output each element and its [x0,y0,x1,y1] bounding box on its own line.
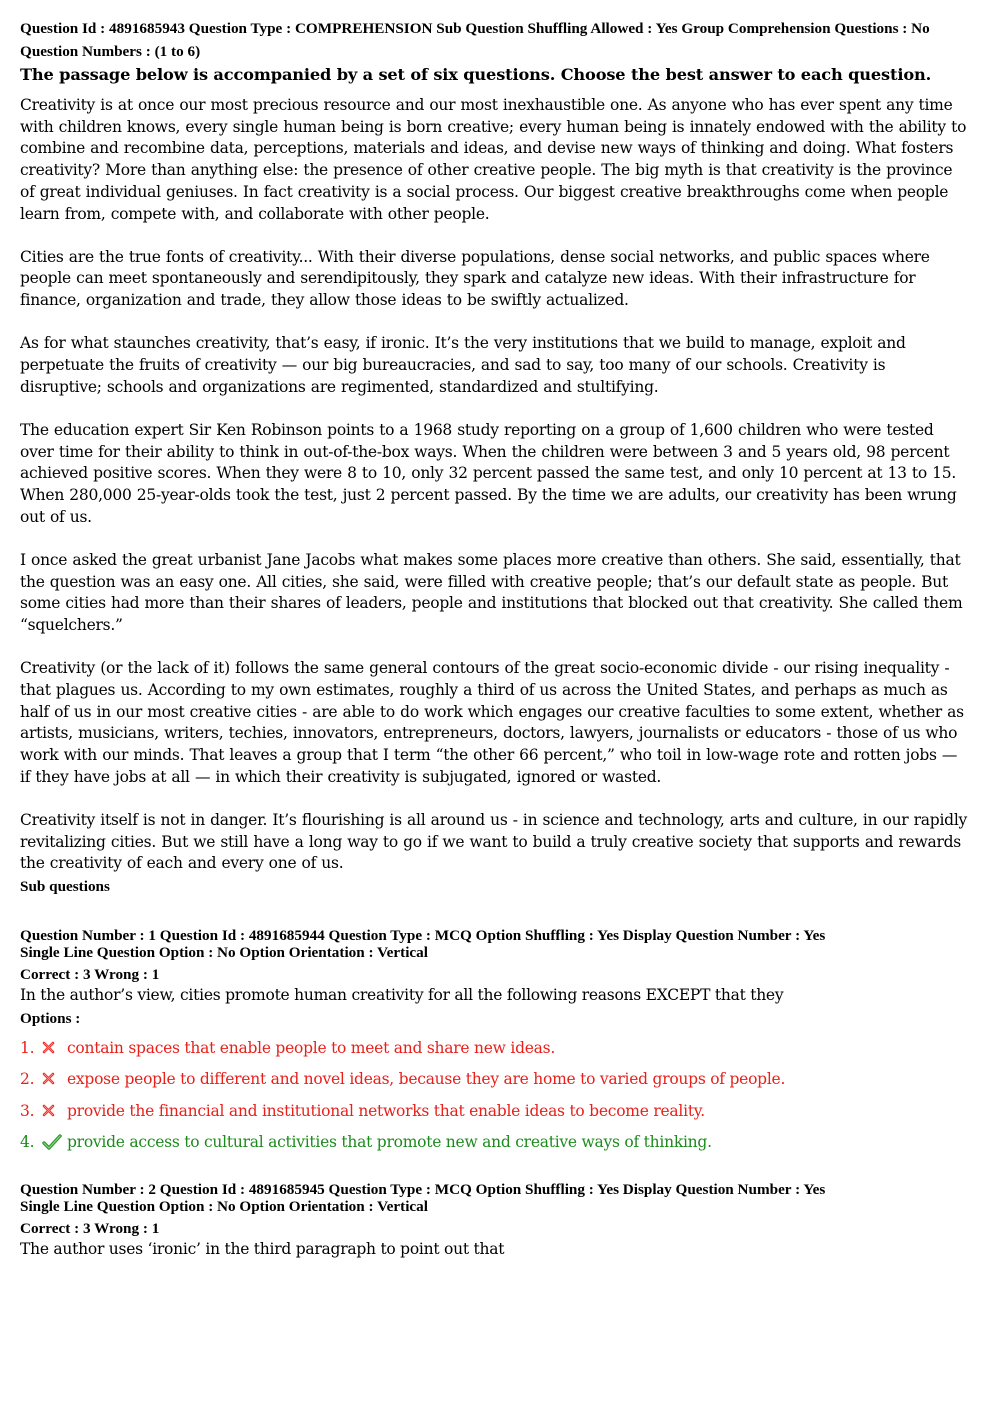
option-number: 3. [20,1101,35,1120]
question-2-marks: Correct : 3 Wrong : 1 [20,1220,160,1238]
passage-paragraph-5: I once asked the great urbanist Jane Jacobs what makes some places more creative than others. She said, essentially, that the question was an easy one. All cities, she said, were filled with creative people; that’s our default state as people. But some cities had more than their shares of leaders, people and institutions that blocked out that creativity. She called them “squelchers.” [20,550,963,635]
passage-paragraph-7: Creativity itself is not in danger. It’s flourishing is all around us - in science and technology, arts and culture, in our rapidly revitalizing cities. But we still have a long way to go if we want to build a truly creative society that supports and rewards the creativity of each and every one of us. [20,810,968,873]
option-number: 4. [20,1133,35,1152]
cross-icon [42,1041,67,1055]
question-2-stem: The author uses ‘ironic’ in the third paragraph to point out that [20,1240,505,1259]
check-icon [42,1134,67,1150]
sub-questions-heading: Sub questions [20,878,110,896]
question-2 [20,1181,970,1260]
option-text: expose people to different and novel ideas, because they are home to varied groups of people. [67,1070,786,1089]
question-1-options-label: Options : [20,1010,81,1028]
passage-paragraph-3: As for what staunches creativity, that’s easy, if ironic. It’s the very institutions that we build to manage, exploit and perpetuate the fruits of creativity — our big bureaucracies, and sad to say, too many of our schools. Creativity is disruptive; schools and organizations are regimented, standardized and stultifying. [20,334,906,396]
passage-paragraph-6: Creativity (or the lack of it) follows the same general contours of the great socio-economic divide - our rising inequality - that plagues us. According to my own estimates, roughly a third of us across the United States, and perhaps as much as half of us in our most creative cities - are able to do work which engages our creative faculties to some extent, whether as artists, musicians, writers, techies, innovators, entrepreneurs, doctors, lawyers, journalists or educators - those of us who work with our minds. That leaves a group that I term “the other 66 percent,” who toil in low-wage rote and rotten jobs — if they have jobs at all — in which their creativity is subjugated, ignored or wasted. [20,659,964,786]
question-1-marks: Correct : 3 Wrong : 1 [20,966,160,984]
passage-paragraph-1: Creativity is at once our most precious resource and our most inexhaustible one. As anyone who has ever spent any time with children knows, every single human being is born creative; every human being is innately endowed with the ability to combine and recombine data, perceptions, materials and ideas, and devise new ways of thinking and doing. What fosters creativity? More than anything else: the presence of other creative people. The big myth is that creativity is the province of great individual geniuses. In fact creativity is a social process. Our biggest creative breakthroughs come when people learn from, compete with, and collaborate with other people. [20,96,967,223]
cross-icon [42,1072,67,1086]
option-3 [20,1095,970,1127]
passage-instruction: The passage below is accompanied by a set of six questions. Choose the best answer to each question. [20,65,932,84]
question-1-meta-line-2: Single Line Question Option : No Option Orientation : Vertical [20,944,428,962]
option-4 [20,1127,970,1159]
question-2-meta-line-1: Question Number : 2 Question Id : 4891685945 Question Type : MCQ Option Shuffling : Yes Display Question Number : Yes [20,1181,826,1199]
passage-paragraph-2: Cities are the true fonts of creativity... With their diverse populations, dense social networks, and public spaces where people can meet spontaneously and serendipitously, they spark and catalyze new ideas. With their infrastructure for finance, organization and trade, they allow those ideas to be swiftly actualized. [20,247,930,310]
cross-icon [42,1104,67,1118]
question-1 [20,927,970,1158]
option-number: 1. [20,1038,35,1057]
question-1-stem: In the author’s view, cities promote human creativity for all the following reasons EXCEPT that they [20,986,784,1005]
option-1 [20,1032,970,1064]
passage-paragraph-4: The education expert Sir Ken Robinson points to a 1968 study reporting on a group of 1,600 children who were tested over time for their ability to think in out-of-the-box ways. When the children were between 3 and 5 years old, 98 percent achieved positive scores. When they were 8 to 10, only 32 percent passed the same test, and only 10 percent at 13 to 15. When 280,000 25-year-olds took the test, just 2 percent passed. By the time we are adults, our creativity has been wrung out of us. [20,420,957,526]
question-numbers: Question Numbers : (1 to 6) [20,43,201,60]
option-2 [20,1064,970,1096]
question-2-meta-line-2: Single Line Question Option : No Option Orientation : Vertical [20,1198,428,1216]
document-page [20,20,970,1260]
question-1-meta-line-1: Question Number : 1 Question Id : 4891685944 Question Type : MCQ Option Shuffling : Yes Display Question Number : Yes [20,927,826,945]
comprehension-meta: Question Id : 4891685943 Question Type : COMPREHENSION Sub Question Shuffling Allowed : Yes Group Comprehension Questions : No [20,20,930,37]
option-text: provide the financial and institutional networks that enable ideas to become reality. [67,1101,705,1120]
option-number: 2. [20,1070,35,1089]
question-1-options [20,1032,970,1158]
option-text: provide access to cultural activities that promote new and creative ways of thinking. [67,1133,712,1152]
option-text: contain spaces that enable people to meet and share new ideas. [67,1038,556,1057]
